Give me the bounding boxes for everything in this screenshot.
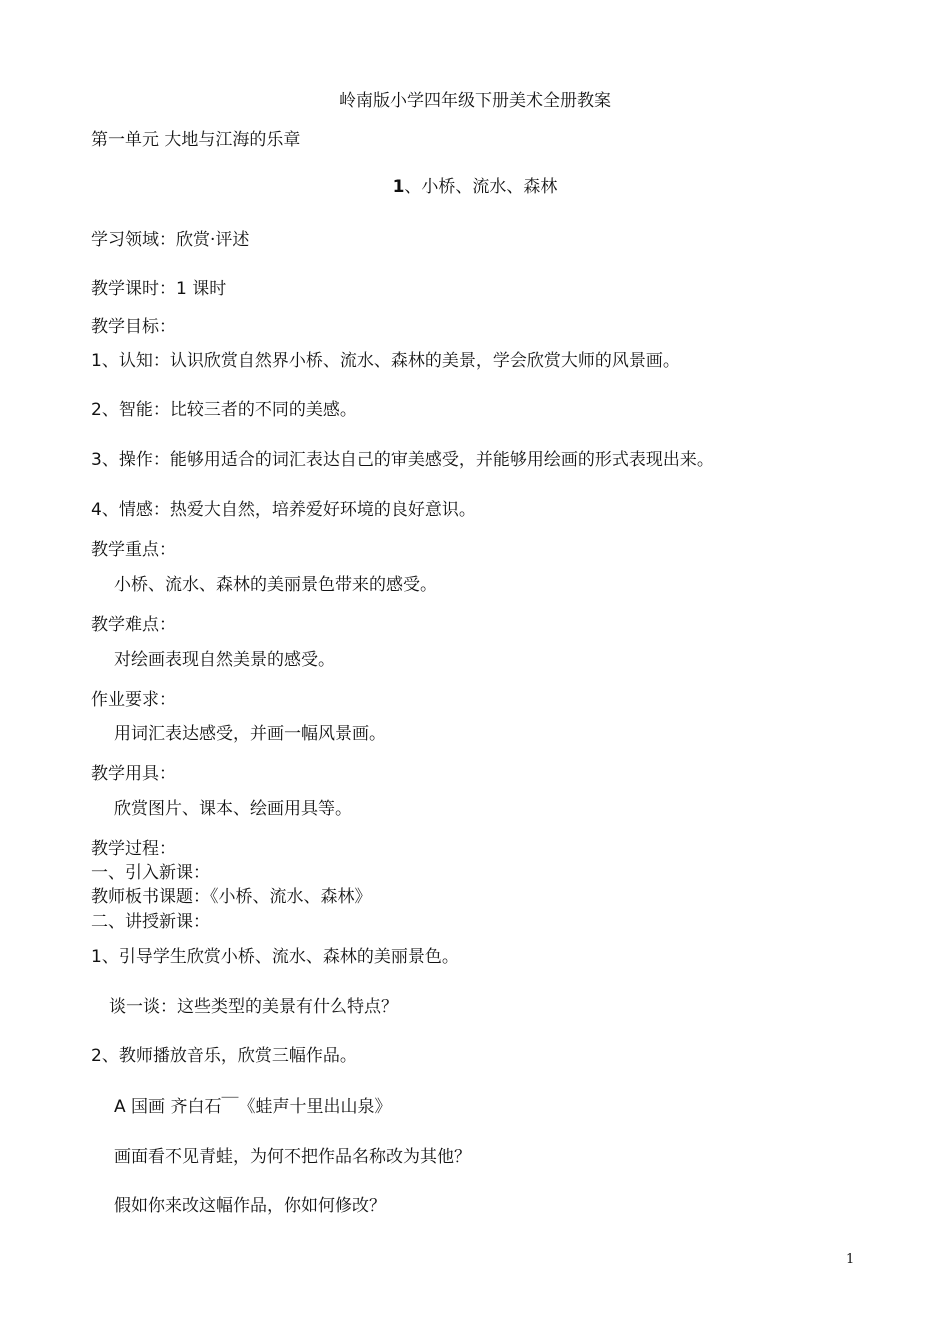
page-number: 1 bbox=[846, 1252, 855, 1267]
goals-heading: 教学目标： bbox=[91, 317, 176, 337]
difficulty-heading: 教学难点： bbox=[91, 615, 176, 635]
step-2: 2、教师播放音乐，欣赏三幅作品。 bbox=[91, 1046, 357, 1066]
question-2: 假如你来改这幅作品，你如何修改？ bbox=[114, 1196, 386, 1216]
goal-item: 2、智能：比较三者的不同的美感。 bbox=[91, 400, 357, 420]
teach-heading: 二、讲授新课： bbox=[91, 912, 210, 932]
homework-text: 用词汇表达感受，并画一幅风景画。 bbox=[114, 724, 386, 744]
goal-item: 4、情感：热爱大自然，培养爱好环境的良好意识。 bbox=[91, 500, 476, 520]
goal-item: 1、认知：认识欣赏自然界小桥、流水、森林的美景，学会欣赏大师的风景画。 bbox=[91, 351, 680, 371]
goal-item: 3、操作：能够用适合的词汇表达自己的审美感受，并能够用绘画的形式表现出来。 bbox=[91, 450, 714, 470]
lesson-title: 1、小桥、流水、森林 bbox=[392, 177, 558, 197]
learning-field: 学习领域：欣赏·评述 bbox=[91, 230, 250, 250]
intro-heading: 一、引入新课： bbox=[91, 863, 210, 883]
teaching-hours: 教学课时：1 课时 bbox=[91, 279, 227, 299]
process-heading: 教学过程： bbox=[91, 839, 176, 859]
board-text: 教师板书课题：《小桥、流水、森林》 bbox=[91, 887, 372, 907]
key-points-heading: 教学重点： bbox=[91, 540, 176, 560]
artwork-a: A 国画 齐白石￣《蛙声十里出山泉》 bbox=[114, 1097, 392, 1117]
tools-heading: 教学用具： bbox=[91, 764, 176, 784]
homework-heading: 作业要求： bbox=[91, 690, 176, 710]
question-1: 画面看不见青蛙，为何不把作品名称改为其他？ bbox=[114, 1147, 471, 1167]
difficulty-text: 对绘画表现自然美景的感受。 bbox=[114, 650, 335, 670]
unit-heading: 第一单元 大地与江海的乐章 bbox=[91, 130, 301, 150]
document-title: 岭南版小学四年级下册美术全册教案 bbox=[339, 91, 611, 111]
step-1: 1、引导学生欣赏小桥、流水、森林的美丽景色。 bbox=[91, 947, 459, 967]
key-points-text: 小桥、流水、森林的美丽景色带来的感受。 bbox=[114, 575, 437, 595]
tools-text: 欣赏图片、课本、绘画用具等。 bbox=[114, 799, 352, 819]
discussion-prompt: 谈一谈：这些类型的美景有什么特点？ bbox=[109, 997, 398, 1017]
